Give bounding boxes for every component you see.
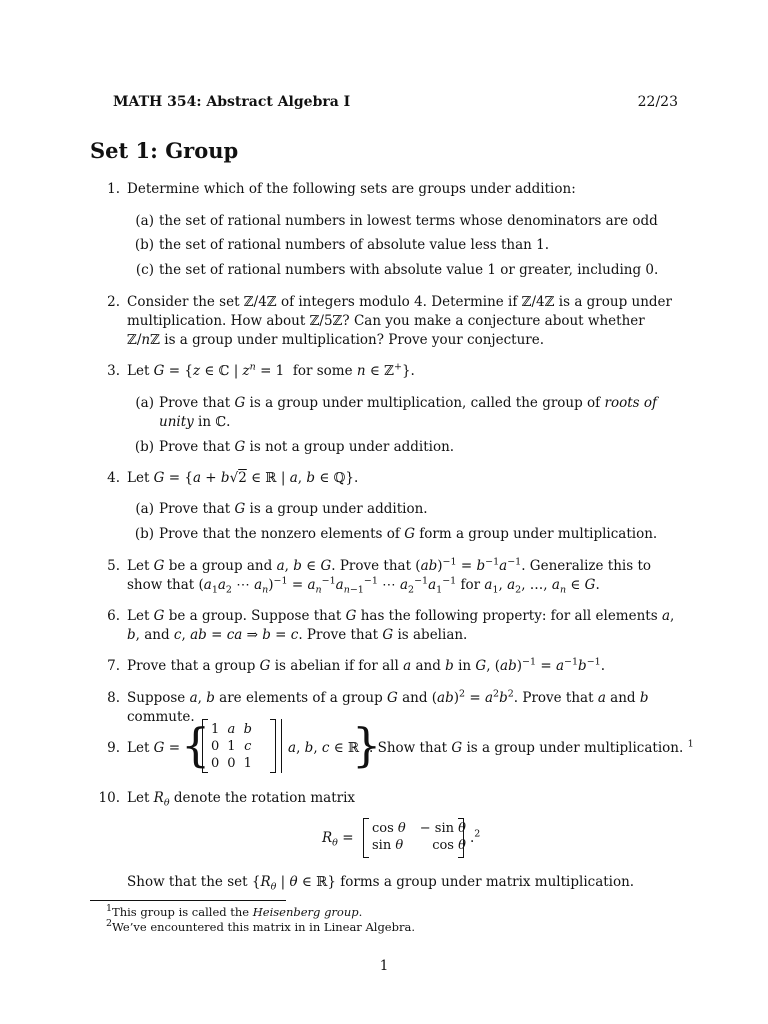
set-divider [281, 719, 282, 773]
problem-10-number: 10. [98, 790, 120, 806]
problem-1-number: 1. [107, 181, 120, 197]
term: 22/23 [637, 94, 678, 110]
problem-9-text: . Show that G is a group under multiplication. $^1$ [369, 738, 694, 756]
matrix-right-bracket [270, 719, 276, 773]
problem-3-number: 3. [107, 363, 120, 379]
problem-3-text: Let G = {z ∈ ℂ | $z^n = 1$ for some n ∈ ℤ+}. [127, 361, 415, 379]
rotation-right-bracket [458, 818, 464, 858]
heisenberg-matrix: 1 a b 0 1 c 0 0 1 [211, 722, 252, 771]
course-title: MATH 354: Abstract Algebra I [113, 94, 351, 110]
problem-1b-label: (b) [134, 237, 154, 253]
footnote-rule [90, 900, 286, 901]
footnote-1: $^1$This group is called the Heisenberg group. [106, 903, 363, 919]
problem-1-text: Determine which of the following sets are groups under addition: [127, 181, 576, 197]
problem-4a-text: Prove that G is a group under addition. [159, 501, 428, 517]
problem-4b-text: Prove that the nonzero elements of G form a group under multiplication. [159, 526, 658, 542]
page-title: Set 1: Group [90, 138, 239, 163]
problem-3a-text: Prove that G is a group under multiplication, called the group of roots of unity in ℂ. [159, 395, 657, 430]
left-brace: { [181, 718, 211, 772]
problem-1c-label: (c) [135, 262, 154, 278]
page-number: 1 [379, 958, 389, 974]
footnote-2: $^2$We’ve encountered this matrix in in Linear Algebra. [106, 918, 415, 934]
rotation-lhs: $R_\theta$ = [322, 830, 354, 849]
problem-4-number: 4. [107, 470, 120, 486]
problem-9-lead: Let G = [127, 740, 181, 756]
problem-4-text: Let G = {a + b√2 ∈ ℝ | a, b ∈ ℚ}. [127, 470, 359, 486]
problem-4a-label: (a) [135, 501, 154, 517]
problem-5-number: 5. [107, 558, 120, 574]
problem-9-number: 9. [107, 740, 120, 756]
problem-1b-text: the set of rational numbers of absolute value less than 1. [159, 237, 550, 253]
problem-1c-text: the set of rational numbers with absolute value 1 or greater, including 0. [159, 262, 659, 278]
problem-3b-label: (b) [134, 439, 154, 455]
problem-4b-label: (b) [134, 526, 154, 542]
problem-8-number: 8. [107, 690, 120, 706]
rotation-matrix: cos θ − sin θ sin θ cos θ [372, 821, 466, 853]
problem-2-text: Consider the set ℤ/4ℤ of integers modulo 4. Determine if ℤ/4ℤ is a group under multiplication. How about ℤ/5ℤ? Can you make a conjecture about whether ℤ/nℤ is a group under multiplication? Prove your conjecture. [127, 294, 672, 348]
problem-6-text: Let G be a group. Suppose that G has the following property: for all elements a, b, and c, ab = ca ⇒ b = c. Prove that G is abelian. [127, 608, 675, 643]
problem-7-number: 7. [107, 658, 120, 674]
problem-9-condition: a, b, c ∈ ℝ [288, 740, 360, 756]
problem-5-text: Let G be a group and a, b ∈ G. Prove that $(ab)^{-1} = b^{-1}a^{-1}$. Generalize this to show that ($a_1a_2$ ⋯ $a_n)^{-1} = a_n^{-1}a_{n-1}^{-1}$ ⋯ $a_2^{-1}a_1^{-1}$ for $a_1$, $a_2$, …, $a_n$ ∈ G. [127, 556, 651, 596]
problem-2-number: 2. [107, 294, 120, 310]
problem-10-text: Let $R_\theta$ denote the rotation matrix [127, 790, 355, 809]
problem-1a-text: the set of rational numbers in lowest terms whose denominators are odd [159, 213, 658, 229]
rotation-footnote-mark: .$^2$ [470, 828, 481, 846]
problem-1a-label: (a) [135, 213, 154, 229]
right-brace: } [352, 718, 382, 772]
problem-3a-label: (a) [135, 395, 154, 411]
problem-6-number: 6. [107, 608, 120, 624]
problem-10-task: Show that the set {$R_\theta$ | θ ∈ ℝ} forms a group under matrix multiplication. [127, 874, 635, 893]
problem-7-text: Prove that a group G is abelian if for all a and b in G, $(ab)^{-1} = a^{-1}b^{-1}$. [127, 656, 605, 674]
problem-3b-text: Prove that G is not a group under addition. [159, 439, 455, 455]
problem-8-text: Suppose a, b are elements of a group G and $(ab)^2 = a^2b^2$. Prove that a and b commute. [127, 688, 649, 725]
